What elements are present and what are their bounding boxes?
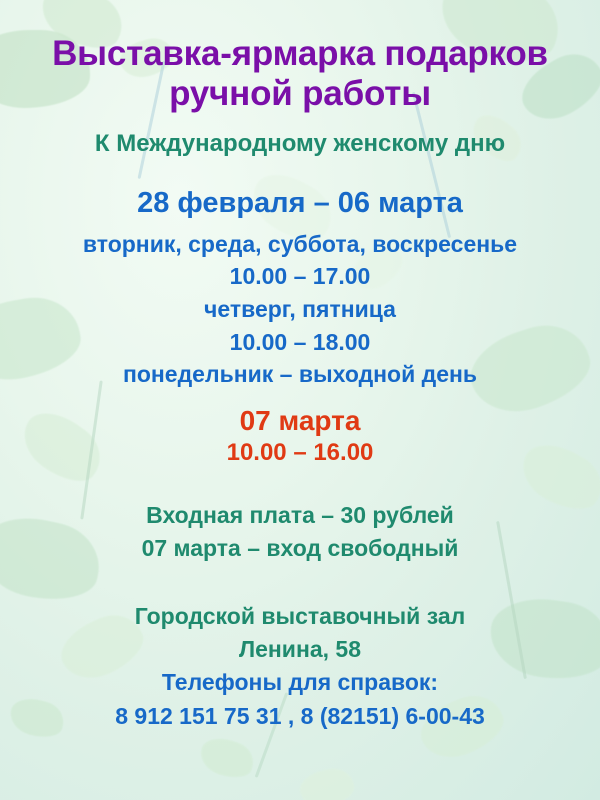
fee-line: Входная плата – 30 рублей [146,501,454,528]
fee-line: 07 марта – вход свободный [141,535,459,562]
venue-name: Городской выставочный зал [134,602,466,629]
schedule-line: понедельник – выходной день [122,361,478,388]
poster-subtitle: К Международному женскому дню [94,129,506,157]
venue-address: Ленина, 58 [238,635,361,662]
phones-label: Телефоны для справок: [161,669,439,696]
schedule-block [26,187,574,467]
special-date-time: 10.00 – 16.00 [226,438,374,466]
phones-value: 8 912 151 75 31 , 8 (82151) 6-00-43 [115,702,485,729]
schedule-line: 10.00 – 17.00 [229,263,371,290]
fees-block [26,499,574,566]
schedule-dates: 28 февраля – 06 марта [137,186,463,219]
schedule-line: четверг, пятница [204,295,396,322]
special-date: 07 марта [239,404,361,436]
venue-block [26,600,574,733]
schedule-line: 10.00 – 18.00 [229,328,371,355]
schedule-line: вторник, среда, суббота, воскресенье [82,230,518,257]
page-title: Выставка-ярмарка подарков ручной работы [52,34,548,113]
